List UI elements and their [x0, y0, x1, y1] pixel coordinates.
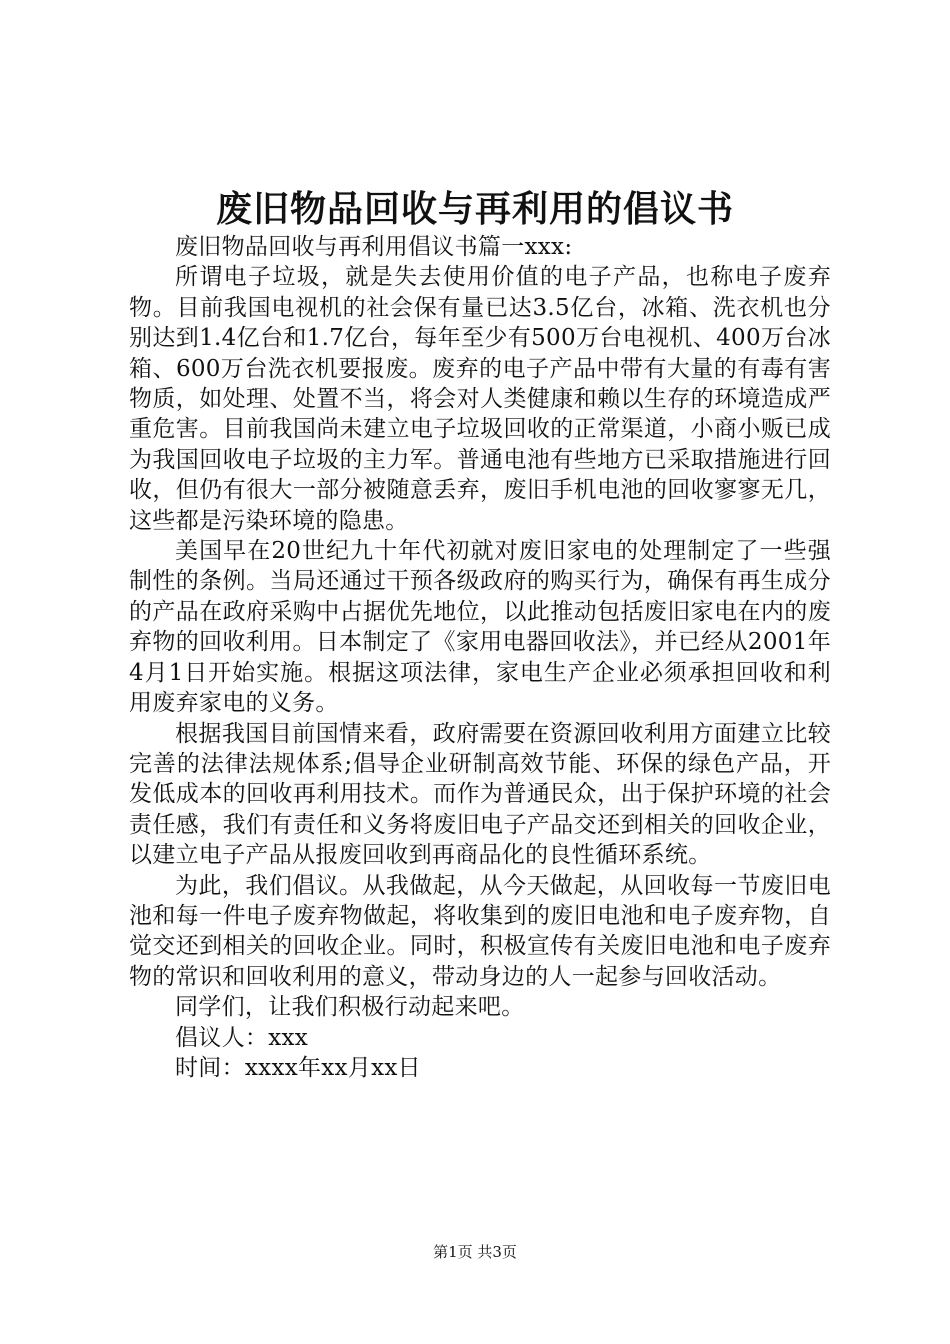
paragraph-4: 为此，我们倡议。从我做起，从今天做起，从回收每一节废旧电池和每一件电子废弃物做起，将收集到的废旧电池和电子废弃物，自觉交还到相关的回收企业。同时，积极宣传有关废旧电池和电子废弃物的常识和回收利用的意义，带动身边的人一起参与回收活动。	[129, 872, 831, 990]
subtitle-line: 废旧物品回收与再利用倡议书篇一xxx:	[175, 234, 573, 260]
closing-line: 同学们，让我们积极行动起来吧。	[175, 994, 525, 1021]
paragraph-1: 所谓电子垃圾，就是失去使用价值的电子产品，也称电子废弃物。目前我国电视机的社会保有量已达3.5亿台，冰箱、洗衣机也分别达到1.4亿台和1.7亿台，每年至少有500万台电视机、400万台冰箱、600万台洗衣机要报废。废弃的电子产品中带有大量的有毒有害物质，如处理、处置不当，将会对人类健康和赖以生存的环境造成严重危害。目前我国尚未建立电子垃圾回收的正常渠道，小商小贩已成为我国回收电子垃圾的主力军。普通电池有些地方已采取措施进行回收，但仍有很大一部分被随意丢弃，废旧手机电池的回收寥寥无几，这些都是污染环境的隐患。	[129, 264, 831, 534]
page-footer: 第1页 共3页	[433, 1243, 517, 1261]
date-line: 时间：xxxx年xx月xx日	[175, 1054, 421, 1081]
paragraph-3: 根据我国目前国情来看，政府需要在资源回收利用方面建立比较完善的法律法规体系;倡导企业研制高效节能、环保的绿色产品，开发低成本的回收再利用技术。而作为普通民众，出于保护环境的社会责任感，我们有责任和义务将废旧电子产品交还到相关的回收企业，以建立电子产品从报废回收到再商品化的良性循环系统。	[129, 720, 831, 869]
document-title: 废旧物品回收与再利用的倡议书	[215, 188, 734, 230]
document-body	[129, 232, 831, 1083]
signature-line: 倡议人：xxx	[175, 1024, 309, 1051]
paragraph-2: 美国早在20世纪九十年代初就对废旧家电的处理制定了一些强制性的条例。当局还通过干预各级政府的购买行为，确保有再生成分的产品在政府采购中占据优先地位，以此推动包括废旧家电在内的废弃物的回收利用。日本制定了《家用电器回收法》，并已经从2001年4月1日开始实施。根据这项法律，家电生产企业必须承担回收和利用废弃家电的义务。	[129, 538, 831, 717]
